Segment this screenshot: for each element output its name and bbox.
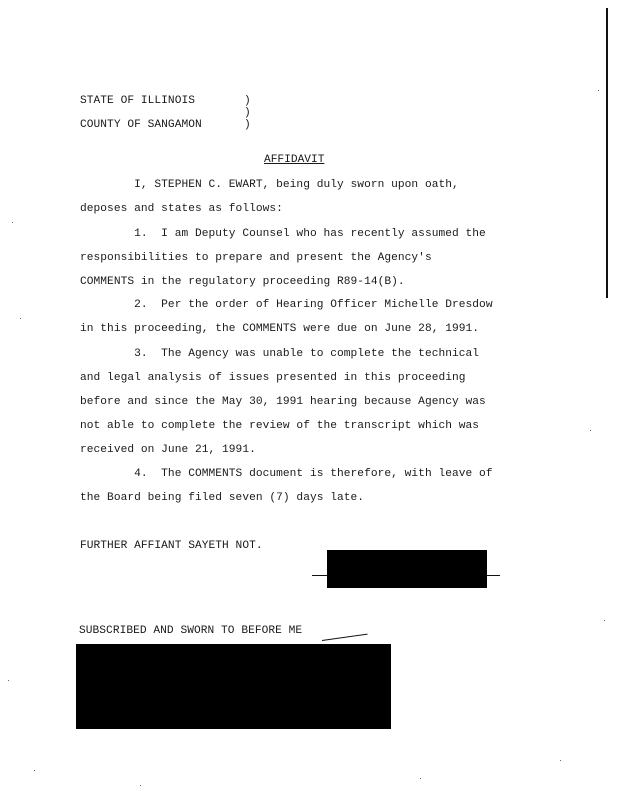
scan-speck (420, 778, 421, 779)
body-line: I, STEPHEN C. EWART, being duly sworn upon oath, (80, 179, 459, 191)
body-line: 4. The COMMENTS document is therefore, with leave of (80, 468, 493, 480)
caption-bracket: ) (244, 119, 251, 131)
scan-speck (12, 222, 13, 223)
scan-speck (140, 785, 141, 786)
subscribed-statement: SUBSCRIBED AND SWORN TO BEFORE ME (79, 625, 303, 637)
scan-speck (20, 318, 21, 319)
body-line: 2. Per the order of Hearing Officer Michelle Dresdow (80, 299, 493, 311)
scan-speck (590, 430, 591, 431)
scan-speck (34, 770, 35, 771)
scan-speck (598, 90, 599, 91)
caption-bracket: ) (244, 95, 251, 107)
scan-speck (604, 620, 605, 621)
caption-bracket: ) (244, 107, 251, 119)
redacted-notary-block (76, 644, 391, 729)
scan-speck (8, 680, 9, 681)
scan-edge-line (606, 8, 608, 298)
body-line: and legal analysis of issues presented in this proceeding (80, 372, 466, 384)
closing-statement: FURTHER AFFIANT SAYETH NOT. (80, 540, 263, 552)
caption-county: COUNTY OF SANGAMON (80, 119, 202, 131)
body-line: before and since the May 30, 1991 hearing because Agency was (80, 396, 486, 408)
body-line: COMMENTS in the regulatory proceeding R89-14(B). (80, 276, 405, 288)
body-line: not able to complete the review of the transcript which was (80, 420, 480, 432)
body-line: the Board being filed seven (7) days late. (80, 492, 365, 504)
body-line: responsibilities to prepare and present the Agency's (80, 252, 432, 264)
pen-stroke (322, 634, 368, 641)
scan-speck (560, 760, 561, 761)
redacted-signature (327, 550, 487, 588)
body-line: 3. The Agency was unable to complete the technical (80, 348, 480, 360)
document-title: AFFIDAVIT (264, 154, 325, 166)
body-line: received on June 21, 1991. (80, 444, 256, 456)
caption-state: STATE OF ILLINOIS (80, 95, 195, 107)
body-line: deposes and states as follows: (80, 203, 283, 215)
body-line: 1. I am Deputy Counsel who has recently assumed the (80, 228, 486, 240)
body-line: in this proceeding, the COMMENTS were due on June 28, 1991. (80, 323, 480, 335)
